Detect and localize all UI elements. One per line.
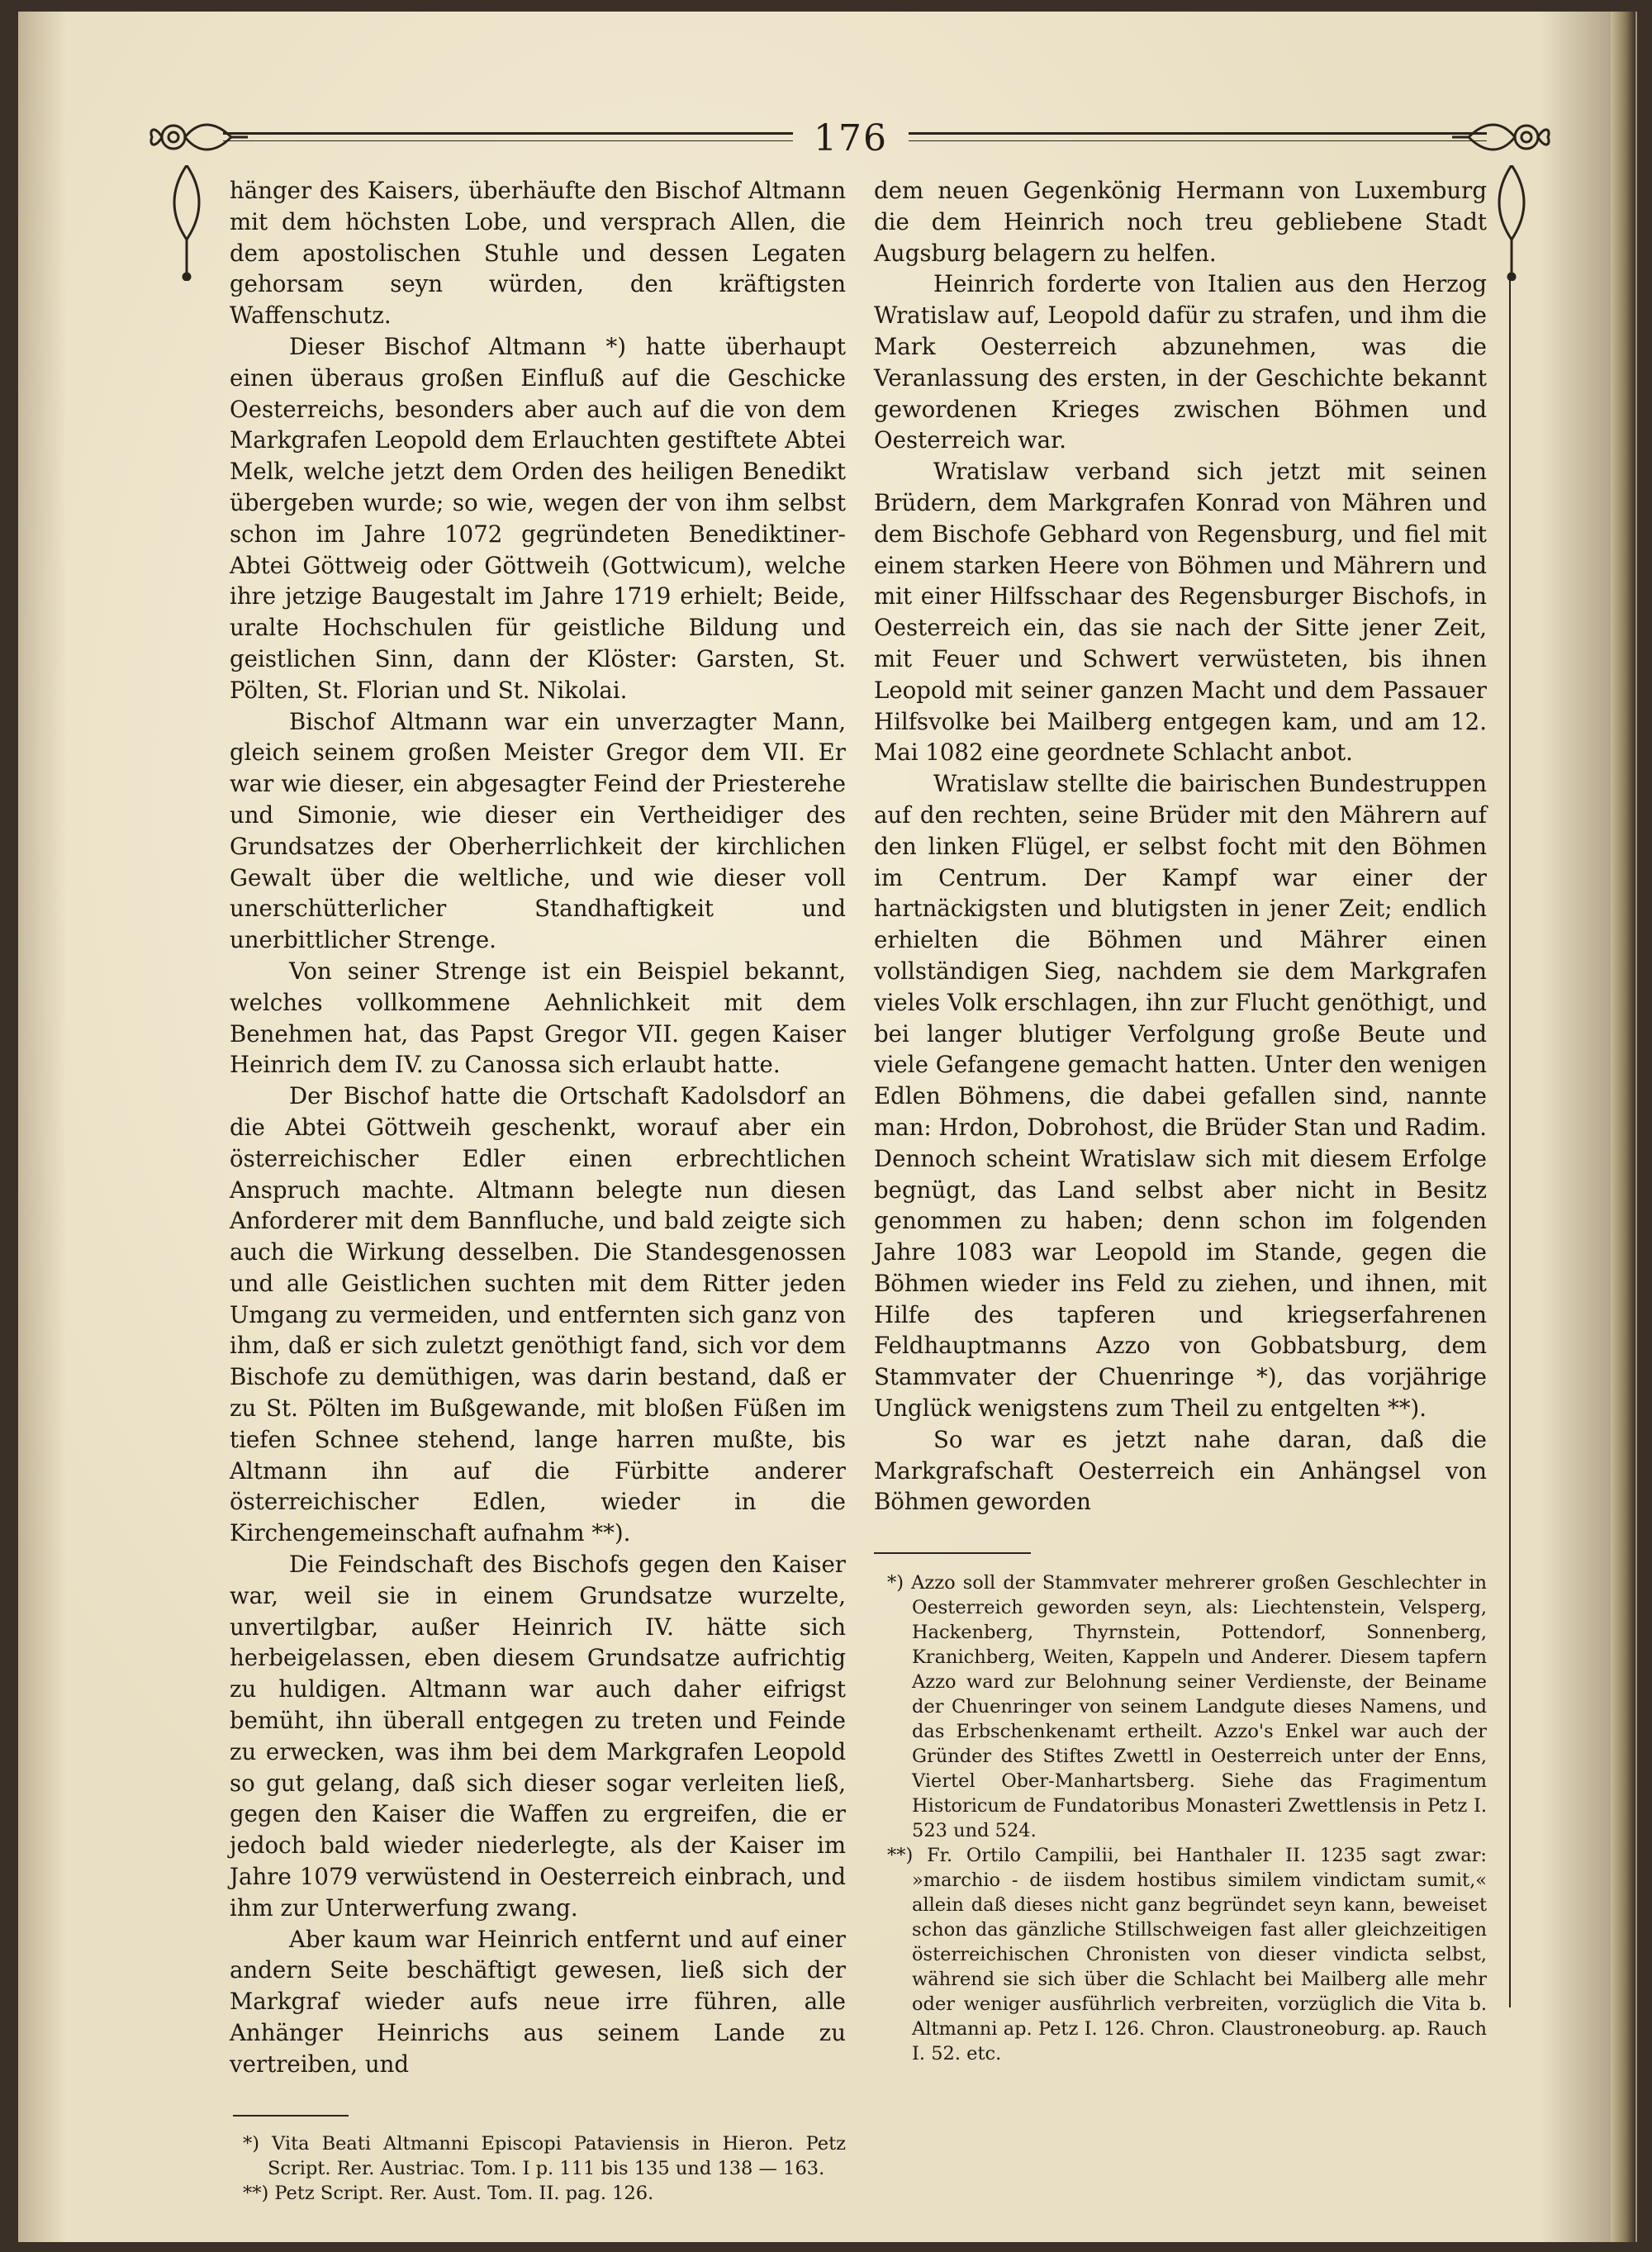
- page-number: 176: [814, 117, 888, 159]
- paragraph: hänger des Kaisers, überhäufte den Bischof Altmann mit dem höchsten Lobe, und versprach Allen, die dem apostolischen Stuhle und dessen Legaten gehorsam seyn würden, den kräftigsten Waffenschutz.: [230, 177, 846, 330]
- paragraph: Der Bischof hatte die Ortschaft Kadolsdorf an die Abtei Göttweih geschenkt, worauf aber ein österreichischer Edler einen erbrechtlichen Anspruch machte. Altmann belegte nun diesen Anforderer mit dem Bannfluche, und bald zeigte sich auch die Wirkung desselben. Die Standesgenossen und alle Geistlichen suchten mit dem Ritter jeden Umgang zu vermeiden, und entfernten sich ganz von ihm, daß er sich zuletzt genöthigt fand, sich vor dem Bischofe zu demüthigen, was darin bestand, daß er zu St. Pölten im Bußgewande, mit bloßen Füßen im tiefen Schnee stehend, lange harren mußte, bis Altmann ihn auf die Fürbitte anderer österreichischer Edlen, wieder in die Kirchengemeinschaft aufnahm **).: [230, 1082, 846, 1547]
- header-rule-right-top: [909, 132, 1487, 135]
- paragraph: Von seiner Strenge ist ein Beispiel bekannt, welches vollkommene Aehnlichkeit mit dem Benehmen hat, das Papst Gregor VII. gegen Kaiser Heinrich dem IV. zu Canossa sich erlaubt hatte.: [230, 957, 846, 1079]
- header-rule-left-bottom: [223, 140, 793, 141]
- paragraph: Aber kaum war Heinrich entfernt und auf einer andern Seite beschäftigt gewesen, ließ sich der Markgraf wieder aufs neue irre führen, alle Anhänger Heinrichs aus seinem Lande zu vertreiben, und: [230, 1925, 846, 2078]
- paragraph: Wratislaw stellte die bairischen Bundestruppen auf den rechten, seine Brüder mit den Mährern auf den linken Flügel, er selbst focht mit den Böhmen im Centrum. Der Kampf war einer der hartnäckigsten und blutigsten in jener Zeit; endlich erhielten die Böhmen und Mährer einen vollständigen Sieg, nachdem sie dem Markgrafen vieles Volk erschlagen, ihn zur Flucht genöthigt, und bei langer blutiger Verfolgung große Beute und viele Gefangene gemacht hatten. Unter den wenigen Edlen Böhmens, die dabei gefallen sind, nannte man: Hrdon, Dobrohost, die Brüder Stan und Radim. Dennoch scheint Wratislaw sich mit diesem Erfolge begnügt, das Land selbst aber nicht in Besitz genommen zu haben; denn schon im folgenden Jahre 1083 war Leopold im Stande, gegen die Böhmen wieder ins Feld zu ziehen, und ihnen, mit Hilfe des tapferen und kriegserfahrenen Feldhauptmanns Azzo von Gobbatsburg, dem Stammvater der Chuenringe *), das vorjährige Unglück wenigstens zum Theil zu entgelten **).: [874, 770, 1487, 1423]
- paragraph: dem neuen Gegenkönig Hermann von Luxemburg die dem Heinrich noch treu gebliebene Stadt Augsburg belagern zu helfen.: [874, 177, 1487, 267]
- left-corner-ornament-icon: [149, 112, 248, 162]
- footnote: *) Vita Beati Altmanni Episcopi Pataviensis in Hieron. Petz Script. Rer. Austriac. Tom. I p. 111 bis 135 und 138 — 163.: [243, 2132, 846, 2179]
- right-column: [874, 175, 1487, 2066]
- right-scroll-ornament-icon: [1487, 165, 1536, 281]
- paragraph: Heinrich forderte von Italien aus den Herzog Wratislaw auf, Leopold dafür zu strafen, und ihm die Mark Oesterreich abzunehmen, was die Veranlassung des ersten, in der Geschichte bekannt gewordenen Krieges zwischen Böhmen und Oesterreich war.: [874, 270, 1487, 454]
- paragraph: So war es jetzt nahe daran, daß die Markgrafschaft Oesterreich ein Anhängsel von Böhmen geworden: [874, 1425, 1487, 1516]
- page-edge: [1611, 12, 1635, 2242]
- footnote: *) Azzo soll der Stammvater mehrerer großen Geschlechter in Oesterreich geworden seyn, als: Liechtenstein, Velsperg, Hackenberg, Thyrnstein, Pottendorf, Sonnenberg, Kranichberg, Weiten, Kappeln und Anderer. Diesem tapfern Azzo ward zur Belohnung seiner Verdienste, der Beiname der Chuenringer von seinem Landgute dieses Namens, und das Erbschenkenamt ertheilt. Azzo's Enkel war auch der Gründer des Stiftes Zwettl in Oesterreich unter der Enns, Viertel Ober-Manhartsberg. Siehe das Fragimentum Historicum de Fundatoribus Monasteri Zwettlensis in Petz I. 523 und 524.: [887, 1572, 1487, 1842]
- paragraph: Dieser Bischof Altmann *) hatte überhaupt einen überaus großen Einfluß auf die Geschicke Oesterreichs, besonders aber auch auf die von dem Markgrafen Leopold dem Erlauchten gestiftete Abtei Melk, welche jetzt dem Orden des heiligen Benedikt übergeben wurde; so wie, wegen der von ihm selbst schon im Jahre 1072 gegründeten Benediktiner-Abtei Göttweig oder Göttweih (Gottwicum), welche ihre jetzige Baugestalt im Jahre 1719 erhielt; Beide, uralte Hochschulen für geistliche Bildung und geistlichen Sinn, dann der Klöster: Garsten, St. Pölten, St. Florian und St. Nikolai.: [230, 332, 846, 704]
- right-frame-line: [1509, 273, 1511, 2007]
- paragraph: Die Feindschaft des Bischofs gegen den Kaiser war, weil sie in einem Grundsatze wurzelte, unvertilgbar, außer Heinrich IV. hätte sich herbeigelassen, eben diesem Grundsatze aufrichtig zu huldigen. Altmann war auch daher eifrigst bemüht, ihn überall entgegen zu treten und Feinde zu erwecken, was ihm bei dem Markgrafen Leopold so gut gelang, daß sich dieser sogar verleiten ließ, gegen den Kaiser die Waffen zu ergreifen, die er jedoch bald wieder niederlegte, als der Kaiser im Jahre 1079 verwüstend in Oesterreich einbrach, und ihm zur Unterwerfung zwang.: [230, 1551, 846, 1922]
- footnote: **) Fr. Ortilo Campilii, bei Hanthaler II. 1235 sagt zwar: »marchio - de iisdem hostibus similem vindictam sumit,« allein daß dieses nicht ganz begründet seyn kann, beweiset schon das gänzliche Stillschweigen fast aller gleichzeitigen österreichischen Chronisten von dieser vindicta selbst, während sie sich über die Schlacht bei Mailberg alle mehr oder weniger ausführlich verbreiten, vorzüglich die Vita b. Altmanni ap. Petz I. 126. Chron. Claustroneoburg. ap. Rauch I. 52. etc.: [887, 1845, 1487, 2065]
- paragraph: Wratislaw verband sich jetzt mit seinen Brüdern, dem Markgrafen Konrad von Mähren und dem Bischofe Gebhard von Regensburg, und fiel mit einem starken Heere von Böhmen und Mährern und mit einer Hilfsschaar des Regensburger Bischofs, in Oesterreich ein, das sie nach der Sitte jener Zeit, mit Feuer und Schwert verwüsteten, bis ihnen Leopold mit seiner ganzen Macht und dem Passauer Hilfsvolke bei Mailberg entgegen kam, und am 12. Mai 1082 eine geordnete Schlacht anbot.: [874, 458, 1487, 767]
- header-rule-right-bottom: [909, 140, 1487, 141]
- footnote: **) Petz Script. Rer. Aust. Tom. II. pag. 126.: [243, 2182, 654, 2204]
- footnote-rule: [233, 2115, 349, 2117]
- left-column: [230, 175, 846, 2206]
- footnote-rule: [874, 1552, 1031, 1554]
- paragraph: Bischof Altmann war ein unverzagter Mann, gleich seinem großen Meister Gregor dem VII. Er war wie dieser, ein abgesagter Feind der Priesterehe und Simonie, wie dieser ein Vertheidiger des Grundsatzes der Oberherrlichkeit der kirchlichen Gewalt über die weltliche, und wie dieser voll unerschütterlicher Standhaftigkeit und unerbittlicher Strenge.: [230, 707, 846, 954]
- right-corner-ornament-icon: [1452, 112, 1551, 162]
- left-scroll-ornament-icon: [162, 165, 211, 281]
- header-rule-left-top: [223, 132, 793, 135]
